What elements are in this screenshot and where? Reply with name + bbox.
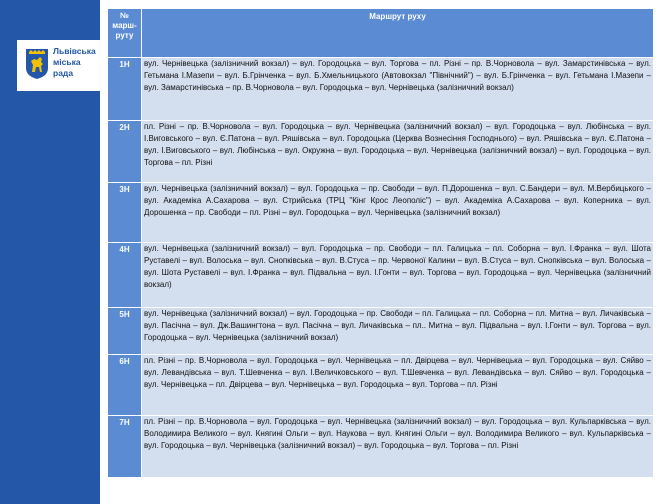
route-number: 6Н (108, 355, 142, 416)
table-row (108, 416, 654, 478)
route-path: пл. Різні – пр. В.Чорновола – вул. Городоцька – вул. Чернівецька – пл. Двірцева – вул. Чернівецька – вул. Городоцька – вул. Сяйво – вул. Левандівська – вул. Т.Шевченка – вул. І.Величковського – вул. Т.Шевченка – вул. Левандівська – вул. Сяйво – вул. Городоцька – вул. Чернівецька – пл. Двірцева – вул. Чернівецька – вул. Городоцька – вул. Торгова – пл. Різні (142, 355, 654, 416)
route-number: 1Н (108, 58, 142, 121)
logo-line-2: міська (53, 57, 81, 67)
route-number: 3Н (108, 183, 142, 243)
header-route-path: Маршрут руху (142, 9, 654, 58)
route-number: 5Н (108, 308, 142, 355)
logo-line-3: рада (53, 68, 74, 78)
route-path: вул. Чернівецька (залізничний вокзал) – вул. Городоцька – пр. Свободи – вул. П.Дорошенка – вул. С.Бандери – вул. М.Вербицького – вул. Академіка А.Сахарова – вул. Стрийська (ТРЦ "Кінг Крос Леополіс") – вул. Академіка А.Сахарова – вул. Коперника – вул. Дорошенка – пр. Свободи – пл. Різні – вул. Городоцька – вул. Чернівецька (залізничний вокзал) (142, 183, 654, 243)
table-row (108, 121, 654, 183)
logo-line-1: Львівська (53, 46, 96, 56)
route-path: вул. Чернівецька (залізничний вокзал) – вул. Городоцька – вул. Торгова – пл. Різні – пр. В.Чорновола – вул. Замарстинівська – вул. Гетьмана І.Мазепи – вул. Б.Грінченка – вул. Б.Хмельницького (Автовокзал "Північний") – вул. Б.Грінченка – вул. Гетьмана І.Мазепи – вул. Замарстинівська – пр. В.Чорновола – вул. Городоцька – вул. Чернівецька (залізничний вокзал) (142, 58, 654, 121)
route-number: 7Н (108, 416, 142, 478)
header-route-number: № марш-руту (108, 9, 142, 58)
route-path: пл. Різні – пр. В.Чорновола – вул. Городоцька – вул. Чернівецька (залізничний вокзал) – вул. Городоцька – вул. Любінська – вул. І.Виговського – вул. Є.Патона – вул. Ряшівська – вул. Городоцька (Церква Вознесіння Господнього) – вул. Ряшівська – вул. Є.Патона – вул. І.Виговського – вул. Любінська – вул. Окружна – вул. Городоцька – вул. Чернівецька (залізничний вокзал) – вул. Городоцька – вул. Торгова – пл. Різні (142, 121, 654, 183)
table-row (108, 243, 654, 308)
route-path: пл. Різні – пр. В.Чорновола – вул. Городоцька – вул. Чернівецька (залізничний вокзал) – вул. Городоцька – вул. Кульпарківська – вул. Володимира Великого – вул. Княгині Ольги – вул. Наукова – вул. Княгині Ольги – вул. Володимира Великого – вул. Кульпарківська – вул. Городоцька – вул. Чернівецька (залізничний вокзал) – вул. Городоцька – вул. Торгова – пл. Різні (142, 416, 654, 478)
route-path: вул. Чернівецька (залізничний вокзал) – вул. Городоцька – пр. Свободи – пл. Галицька – пл. Соборна – вул. І.Франка – вул. Шота Руставелі – вул. Волоська – вул. Снопківська – вул. В.Стуса – пр. Червоної Калини – вул. В.Стуса – вул. Снопківська – вул. Волоська – вул. Шота Руставелі – вул. І.Франка – вул. Підвальна – вул. І.Гонти – вул. Торгова – вул. Городоцька – вул. Чернівецька (залізничний вокзал) (142, 243, 654, 308)
table-row (108, 183, 654, 243)
night-routes-table (107, 8, 654, 478)
route-path: вул. Чернівецька (залізничний вокзал) – вул. Городоцька – пр. Свободи – пл. Галицька – пл. Соборна – пл. Митна – вул. Личаківська – вул. Пасічна – вул. Дж.Вашингтона – вул. Пасічна – вул. Личаківська – пл.. Митна – вул. Підвальна – вул. І.Гонти – вул. Торгова – вул. Городоцька – вул. Чернівецька (залізничний вокзал) (142, 308, 654, 355)
route-number: 4Н (108, 243, 142, 308)
city-council-logo (17, 40, 104, 91)
table-row (108, 308, 654, 355)
route-number: 2Н (108, 121, 142, 183)
table-row (108, 355, 654, 416)
lion-crest-icon (25, 48, 49, 80)
table-header-row (108, 9, 654, 58)
table-row (108, 58, 654, 121)
